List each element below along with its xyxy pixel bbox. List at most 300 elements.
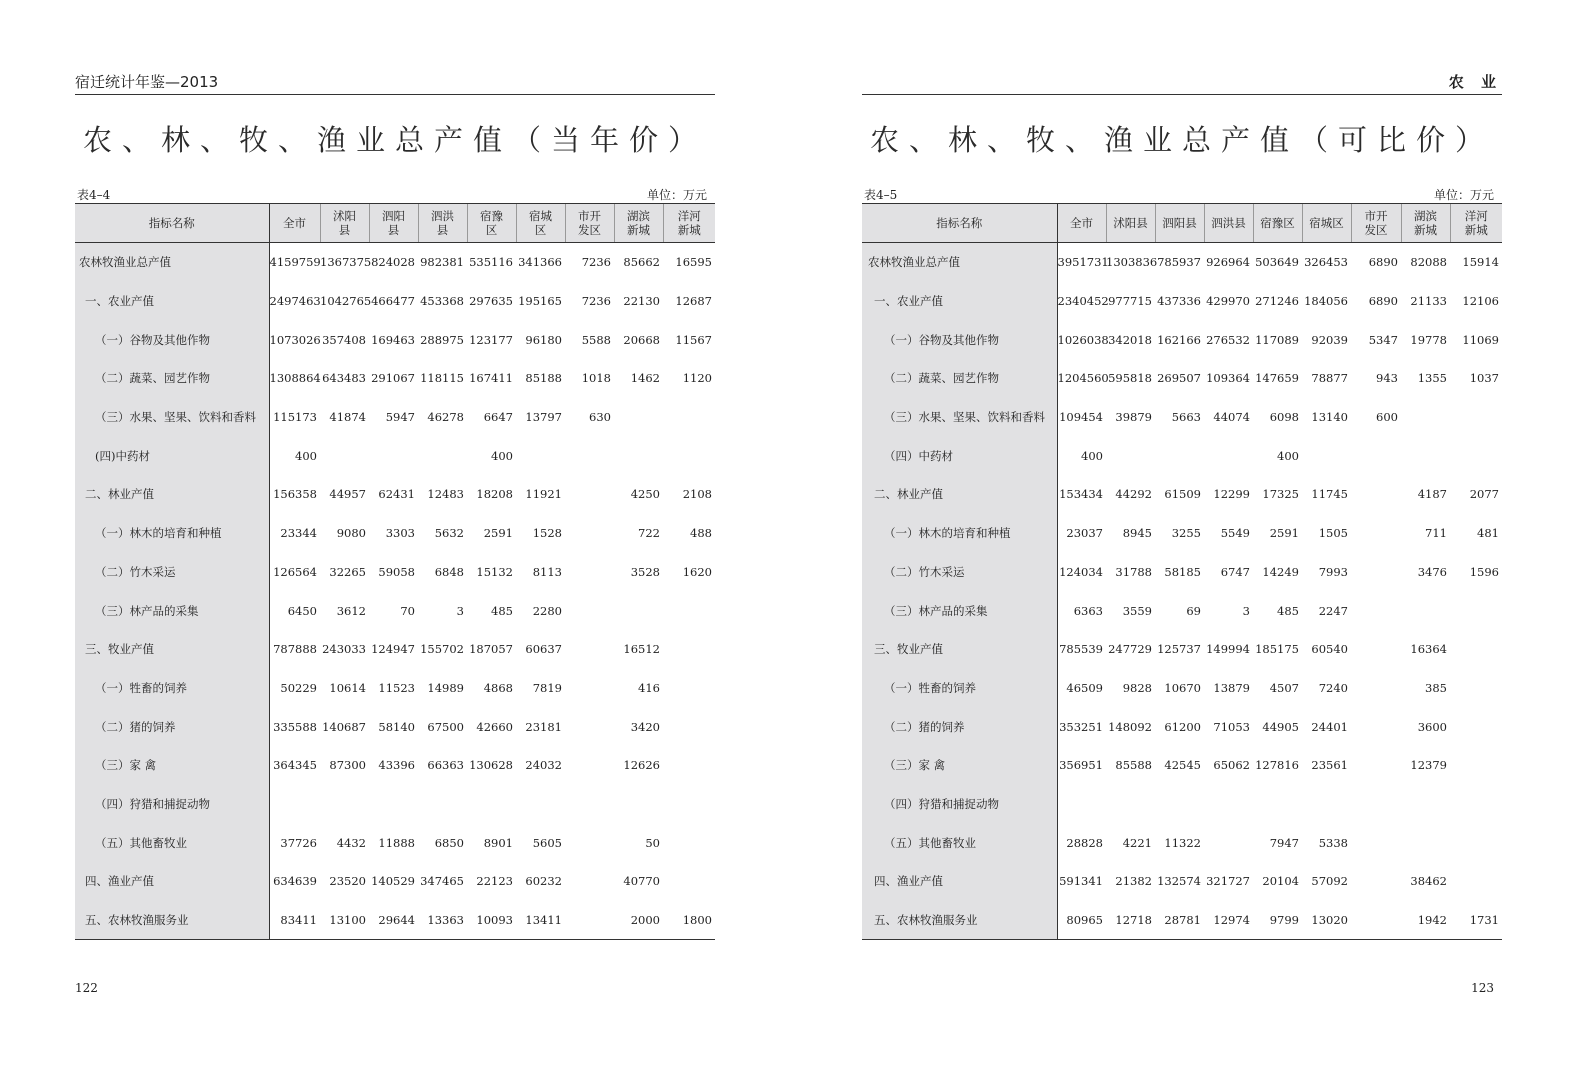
table-cell: 20668	[623, 332, 660, 347]
table-cell	[565, 823, 614, 862]
table-cell: 1042765	[320, 294, 372, 309]
table-cell	[369, 785, 418, 824]
column-header: 全市	[269, 204, 320, 243]
table-cell: 269507	[1157, 371, 1201, 386]
table-cell: 11921	[525, 487, 562, 502]
table-cell: 1620	[682, 564, 712, 579]
table-cell: 7236	[581, 294, 611, 309]
table-cell	[663, 436, 715, 475]
table-cell: 400	[295, 448, 317, 463]
table-cell	[663, 707, 715, 746]
row-label: 三、牧业产值	[862, 630, 1057, 669]
table-cell: 11322	[1164, 835, 1201, 850]
table-cell: 3	[1242, 603, 1250, 618]
table-cell: 5663	[1171, 410, 1201, 425]
table-cell: 3	[456, 603, 464, 618]
table-cell	[320, 436, 369, 475]
table-cell: 488	[690, 526, 712, 541]
stats-table	[75, 203, 715, 940]
table-cell	[1253, 785, 1302, 824]
table-row	[75, 282, 715, 321]
table-number: 表4–5	[864, 188, 898, 202]
running-head	[75, 74, 715, 95]
table-cell: 7947	[1269, 835, 1299, 850]
table-cell: 982381	[420, 255, 464, 270]
table-cell	[565, 630, 614, 669]
unit-label: 单位：万元	[1433, 188, 1494, 202]
table-cell	[663, 630, 715, 669]
table-cell: 1596	[1469, 564, 1499, 579]
table-cell: 8945	[1122, 526, 1152, 541]
table-cell: 46278	[427, 410, 464, 425]
table-cell	[1401, 591, 1450, 630]
table-row	[75, 707, 715, 746]
table-cell	[1450, 591, 1502, 630]
table-cell: 147659	[1255, 371, 1299, 386]
table-cell: 57092	[1311, 874, 1348, 889]
table-row	[862, 398, 1502, 437]
row-label: 五、农林牧渔服务业	[75, 901, 269, 940]
table-cell	[467, 785, 516, 824]
table-cell: 1800	[663, 901, 715, 940]
table-cell: 124947	[371, 642, 415, 657]
row-label: 四、渔业产值	[75, 862, 269, 901]
table-cell: 1018	[581, 371, 611, 386]
row-label: （四）狩猎和捕捉动物	[862, 785, 1057, 824]
row-label: （二）猪的饲养	[862, 707, 1057, 746]
right-page	[862, 0, 1502, 1077]
table-cell	[1450, 436, 1502, 475]
table-row	[75, 359, 715, 398]
table-cell: 7240	[1318, 680, 1348, 695]
table-cell	[1351, 746, 1401, 785]
table-cell	[565, 553, 614, 592]
table-cell	[565, 591, 614, 630]
table-row	[75, 591, 715, 630]
table-cell: 6850	[434, 835, 464, 850]
table-number: 表4–4	[77, 188, 111, 202]
row-label: （三）林产品的采集	[75, 591, 269, 630]
table-cell: 140687	[322, 719, 366, 734]
table-cell: 276532	[1206, 332, 1250, 347]
table-cell: 58185	[1164, 564, 1201, 579]
table-cell	[1401, 436, 1450, 475]
table-cell: 711	[1425, 526, 1447, 541]
table-cell: 15132	[476, 564, 513, 579]
table-cell: 12106	[1462, 294, 1499, 309]
table-cell: 364345	[273, 758, 317, 773]
table-cell: 3559	[1122, 603, 1152, 618]
table-cell: 87300	[329, 758, 366, 773]
table-cell: 70	[400, 603, 415, 618]
table-cell: 60540	[1311, 642, 1348, 657]
table-cell: 58140	[378, 719, 415, 734]
row-label: （一）牲畜的饲养	[862, 669, 1057, 708]
table-cell: 16364	[1410, 642, 1447, 657]
stats-table	[862, 203, 1502, 940]
table-cell: 12718	[1106, 901, 1155, 940]
table-cell	[614, 398, 663, 437]
table-cell: 85188	[525, 371, 562, 386]
row-label: （二）猪的饲养	[75, 707, 269, 746]
table-cell: 453368	[420, 294, 464, 309]
table-row	[862, 630, 1502, 669]
table-cell: 46509	[1066, 680, 1103, 695]
table-cell: 400	[1277, 448, 1299, 463]
table-cell: 9828	[1122, 680, 1152, 695]
table-row	[75, 320, 715, 359]
table-cell	[1450, 785, 1502, 824]
table-cell: 92039	[1311, 332, 1348, 347]
table-cell: 66363	[427, 758, 464, 773]
table-cell	[565, 746, 614, 785]
table-cell: 347465	[420, 874, 464, 889]
column-header: 市开 发区	[1351, 204, 1401, 243]
table-cell: 69	[1186, 603, 1201, 618]
table-cell: 787888	[273, 642, 317, 657]
table-cell	[1450, 707, 1502, 746]
page-title: 农、林、牧、渔业总产值（可比价）	[869, 123, 1494, 157]
table-cell: 3420	[630, 719, 660, 734]
table-cell: 288975	[420, 332, 464, 347]
table-cell: 155702	[420, 642, 464, 657]
table-cell: 20104	[1262, 874, 1299, 889]
table-cell: 21133	[1410, 294, 1447, 309]
table-cell: 126564	[273, 564, 317, 579]
table-cell: 23561	[1311, 758, 1348, 773]
table-row	[75, 398, 715, 437]
left-page	[75, 0, 715, 1077]
table-cell: 1204560	[1057, 371, 1109, 386]
table-cell: 6848	[434, 564, 464, 579]
table-cell	[1155, 785, 1204, 824]
table-cell: 291067	[371, 371, 415, 386]
table-cell	[1351, 862, 1401, 901]
table-cell	[614, 785, 663, 824]
table-row	[75, 243, 715, 282]
table-cell: 485	[491, 603, 513, 618]
table-cell	[1351, 669, 1401, 708]
column-header: 泗洪县	[1204, 204, 1253, 243]
table-cell: 3600	[1417, 719, 1447, 734]
table-cell: 2247	[1318, 603, 1348, 618]
column-header: 宿豫 区	[467, 204, 516, 243]
table-cell: 42660	[476, 719, 513, 734]
table-cell: 6647	[483, 410, 513, 425]
table-cell: 824028	[371, 255, 415, 270]
table-cell: 9080	[336, 526, 366, 541]
table-cell: 5549	[1220, 526, 1250, 541]
table-row	[862, 359, 1502, 398]
table-cell	[614, 436, 663, 475]
table-cell: 11888	[378, 835, 415, 850]
column-header: 沭阳 县	[320, 204, 369, 243]
column-header: 宿豫区	[1253, 204, 1302, 243]
table-row	[75, 630, 715, 669]
table-cell	[663, 862, 715, 901]
table-cell	[418, 785, 467, 824]
column-header: 泗洪 县	[418, 204, 467, 243]
table-cell: 43396	[378, 758, 415, 773]
table-cell	[565, 475, 614, 514]
table-cell: 15914	[1462, 255, 1499, 270]
unit-label: 单位：万元	[646, 188, 707, 202]
table-cell	[1351, 436, 1401, 475]
table-cell: 65062	[1213, 758, 1250, 773]
table-cell: 40770	[623, 874, 660, 889]
table-cell: 109454	[1059, 410, 1103, 425]
table-cell: 11745	[1311, 487, 1348, 502]
table-cell: 600	[1376, 410, 1398, 425]
table-cell: 42545	[1164, 758, 1201, 773]
table-cell: 1303836	[1106, 255, 1158, 270]
table-cell: 10093	[467, 901, 516, 940]
table-cell: 6890	[1368, 294, 1398, 309]
table-cell: 5588	[581, 332, 611, 347]
table-cell: 326453	[1304, 255, 1348, 270]
column-header: 湖滨 新城	[614, 204, 663, 243]
table-cell: 4187	[1417, 487, 1447, 502]
table-cell: 22130	[623, 294, 660, 309]
table-cell	[565, 901, 614, 940]
table-cell: 2497463	[269, 294, 321, 309]
table-cell: 67500	[427, 719, 464, 734]
column-header: 市开 发区	[565, 204, 614, 243]
table-cell: 1026038	[1057, 332, 1109, 347]
table-cell: 485	[1277, 603, 1299, 618]
table-cell	[1106, 436, 1155, 475]
table-cell: 13411	[516, 901, 565, 940]
row-label: （一）谷物及其他作物	[75, 320, 269, 359]
table-cell: 357408	[322, 332, 366, 347]
table-cell: 44957	[329, 487, 366, 502]
table-cell	[565, 436, 614, 475]
table-row	[75, 669, 715, 708]
table-cell	[1450, 862, 1502, 901]
table-cell: 12379	[1410, 758, 1447, 773]
table-cell: 7236	[581, 255, 611, 270]
table-cell: 634639	[273, 874, 317, 889]
table-cell: 12626	[623, 758, 660, 773]
table-cell	[1302, 785, 1351, 824]
table-cell: 385	[1425, 680, 1447, 695]
table-cell: 481	[1477, 526, 1499, 541]
row-label: （二）蔬菜、园艺作物	[75, 359, 269, 398]
table-cell	[269, 785, 320, 824]
table-cell: 4250	[630, 487, 660, 502]
column-header: 宿城区	[1302, 204, 1351, 243]
table-cell: 50	[645, 835, 660, 850]
table-cell: 6363	[1073, 603, 1103, 618]
table-cell: 1528	[532, 526, 562, 541]
table-cell: 169463	[371, 332, 415, 347]
row-label: 农林牧渔业总产值	[862, 243, 1057, 282]
table-cell: 11523	[378, 680, 415, 695]
table-cell: 13140	[1311, 410, 1348, 425]
row-label: （三）水果、坚果、饮料和香料	[75, 398, 269, 437]
table-cell: 722	[638, 526, 660, 541]
table-cell	[1204, 436, 1253, 475]
table-cell: 943	[1376, 371, 1398, 386]
table-cell: 123177	[469, 332, 513, 347]
table-cell: 1120	[682, 371, 712, 386]
table-cell: 23037	[1066, 526, 1103, 541]
table-cell: 1942	[1401, 901, 1450, 940]
table-cell: 118115	[420, 371, 464, 386]
table-cell: 85588	[1115, 758, 1152, 773]
table-cell: 130628	[469, 758, 513, 773]
table-cell	[1351, 823, 1401, 862]
table-cell	[1106, 785, 1155, 824]
table-cell: 1037	[1469, 371, 1499, 386]
column-header-name: 指标名称	[75, 204, 269, 243]
table-cell: 8901	[483, 835, 513, 850]
column-header: 沭阳县	[1106, 204, 1155, 243]
row-label: （二）蔬菜、园艺作物	[862, 359, 1057, 398]
row-label: （二）竹木采运	[862, 553, 1057, 592]
column-header: 全市	[1057, 204, 1106, 243]
table-row	[862, 901, 1502, 940]
table-cell: 4221	[1122, 835, 1152, 850]
table-cell: 140529	[371, 874, 415, 889]
column-header: 泗阳县	[1155, 204, 1204, 243]
table-cell: 61509	[1164, 487, 1201, 502]
table-cell: 353251	[1059, 719, 1103, 734]
table-cell: 1505	[1318, 526, 1348, 541]
table-cell: 356951	[1059, 758, 1103, 773]
row-label: （三）家 禽	[862, 746, 1057, 785]
row-label: （一）谷物及其他作物	[862, 320, 1057, 359]
table-cell: 926964	[1206, 255, 1250, 270]
column-header-name: 指标名称	[862, 204, 1057, 243]
row-label: 二、林业产值	[862, 475, 1057, 514]
table-cell: 195165	[518, 294, 562, 309]
table-cell: 2340452	[1057, 294, 1109, 309]
row-label: （四）狩猎和捕捉动物	[75, 785, 269, 824]
table-header-row	[862, 204, 1502, 243]
table-cell: 109364	[1206, 371, 1250, 386]
table-cell: 785539	[1059, 642, 1103, 657]
table-cell: 4159759	[269, 255, 321, 270]
table-cell: 466477	[371, 294, 415, 309]
table-cell: 1355	[1417, 371, 1447, 386]
table-cell: 31788	[1115, 564, 1152, 579]
table-row	[75, 475, 715, 514]
table-cell: 125737	[1157, 642, 1201, 657]
row-label: （一）林木的培育和种植	[862, 514, 1057, 553]
row-label: 五、农林牧渔服务业	[862, 901, 1057, 940]
table-cell: 297635	[469, 294, 513, 309]
table-cell: 341366	[518, 255, 562, 270]
table-cell: 429970	[1206, 294, 1250, 309]
table-cell: 60232	[525, 874, 562, 889]
table-row	[75, 862, 715, 901]
row-label: （五）其他畜牧业	[862, 823, 1057, 862]
row-label: （一）牲畜的饲养	[75, 669, 269, 708]
table-cell: 153434	[1059, 487, 1103, 502]
page-number: 122	[75, 981, 98, 995]
table-cell	[663, 823, 715, 862]
table-row	[862, 282, 1502, 321]
table-cell	[1155, 436, 1204, 475]
table-cell	[565, 862, 614, 901]
table-cell: 184056	[1304, 294, 1348, 309]
table-cell: 187057	[469, 642, 513, 657]
table-cell: 44074	[1213, 410, 1250, 425]
table-cell: 85662	[623, 255, 660, 270]
table-cell: 7993	[1318, 564, 1348, 579]
table-cell: 416	[638, 680, 660, 695]
table-cell: 96180	[525, 332, 562, 347]
table-cell	[1302, 436, 1351, 475]
table-cell: 24032	[525, 758, 562, 773]
table-cell: 1073026	[269, 332, 321, 347]
row-label: 一、农业产值	[862, 282, 1057, 321]
table-cell: 23520	[329, 874, 366, 889]
table-cell: 18208	[476, 487, 513, 502]
table-row	[862, 707, 1502, 746]
table-cell: 3476	[1417, 564, 1447, 579]
table-cell: 78877	[1311, 371, 1348, 386]
table-row	[75, 823, 715, 862]
table-cell: 243033	[322, 642, 366, 657]
table-cell	[565, 514, 614, 553]
table-cell	[516, 785, 565, 824]
table-cell: 13797	[525, 410, 562, 425]
table-cell: 44292	[1115, 487, 1152, 502]
table-cell: 9799	[1253, 901, 1302, 940]
table-cell	[418, 436, 467, 475]
table-cell: 3303	[385, 526, 415, 541]
table-cell	[1401, 398, 1450, 437]
table-cell: 630	[589, 410, 611, 425]
table-cell: 400	[491, 448, 513, 463]
table-row	[75, 746, 715, 785]
table-cell: 17325	[1262, 487, 1299, 502]
row-label: 农林牧渔业总产值	[75, 243, 269, 282]
column-header: 湖滨 新城	[1401, 204, 1450, 243]
table-cell: 37726	[280, 835, 317, 850]
table-cell	[516, 436, 565, 475]
table-cell	[320, 785, 369, 824]
table-cell: 5338	[1318, 835, 1348, 850]
table-cell	[1204, 785, 1253, 824]
table-cell: 38462	[1410, 874, 1447, 889]
table-cell: 1308864	[269, 371, 321, 386]
row-label: 四、渔业产值	[862, 862, 1057, 901]
table-cell	[663, 591, 715, 630]
table-row	[862, 823, 1502, 862]
table-cell	[1450, 398, 1502, 437]
table-cell	[1351, 785, 1401, 824]
running-head-text: 宿迁统计年鉴—2013	[75, 73, 219, 91]
table-cell: 61200	[1164, 719, 1201, 734]
table-cell	[1450, 823, 1502, 862]
table-cell: 50229	[280, 680, 317, 695]
table-cell: 32265	[329, 564, 366, 579]
table-cell: 977715	[1108, 294, 1152, 309]
table-cell	[663, 785, 715, 824]
table-cell: 23344	[280, 526, 317, 541]
table-cell: 13879	[1213, 680, 1250, 695]
table-row	[862, 746, 1502, 785]
table-cell: 14989	[427, 680, 464, 695]
table-cell: 59058	[378, 564, 415, 579]
table-cell: 1462	[630, 371, 660, 386]
table-row	[862, 475, 1502, 514]
table-cell: 1731	[1450, 901, 1502, 940]
table-row	[862, 320, 1502, 359]
